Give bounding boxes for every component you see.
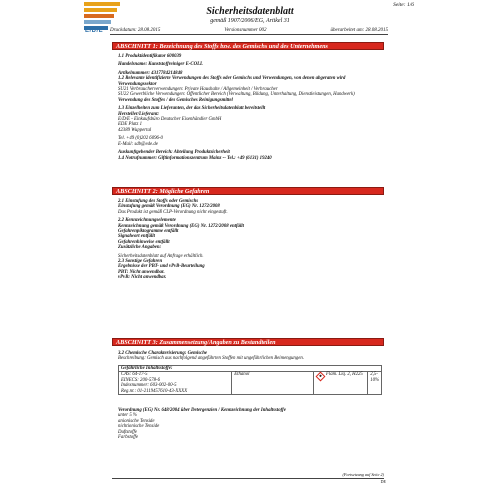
- text-line: E/D/E - Einkaufsbüro Deutscher Eisenhändler GmbH: [118, 117, 222, 123]
- text-line: Signalwort entfällt: [118, 234, 155, 240]
- section-2-heading: ABSCHNITT 2: Mögliche Gefahren: [112, 187, 384, 195]
- text-line: 2.2 Kennzeichnungselemente: [118, 218, 176, 224]
- text-line: 2.3 Sonstige Gefahren: [118, 259, 163, 265]
- substance-name: Ethanol: [232, 372, 314, 394]
- language-code: DE: [380, 479, 386, 484]
- table-row: [119, 372, 381, 394]
- document-meta: [110, 28, 388, 35]
- text-line: SU22 Gewerbliche Verwendungen: Öffentlicher Bereich (Verwaltung, Bildung, Unterhaltung, Dienstleistungen, Handwerk): [118, 92, 355, 98]
- continued-note: (Fortsetzung auf Seite 2): [342, 472, 384, 477]
- text-line: 1.3 Einzelheiten zum Lieferanten, der das Sicherheitsdatenblatt bereitstellt: [118, 106, 266, 112]
- version-number: Versionsnummer 002: [224, 28, 267, 33]
- text-line: EDE Platz 1: [118, 122, 142, 128]
- footer-divider: [112, 478, 384, 479]
- text-line: 1.4 Notrufnummer: Giftinformationszentrum Mainz -- Tel.: +49 (6131) 19240: [118, 155, 272, 161]
- text-line: Gefahrenpiktogramme entfällt: [118, 229, 179, 235]
- section-2-body: [118, 199, 382, 281]
- text-line: Gefahrenhinweise entfällt: [118, 239, 170, 245]
- text-line: Hersteller/Lieferant:: [118, 111, 160, 117]
- text-line: Sicherheitsdatenblatt auf Anfrage erhältlich.: [118, 253, 204, 259]
- text-line: unter 5 %: [118, 413, 137, 419]
- text-line: Artikelnummer: 4317784214848: [118, 70, 183, 76]
- text-line: Einstufung gemäß Verordnung (EG) Nr. 1272/2008: [118, 204, 220, 210]
- substance-identifiers: [119, 372, 232, 394]
- text-line: Ergebnisse der PBT- und vPvB-Beurteilung: [118, 264, 205, 270]
- text-line: Duftstoffe: [118, 429, 137, 435]
- identifier: Indexnummer: 603-002-00-5: [121, 383, 177, 389]
- text-line: Tel. +49 (0)202 6096-0: [118, 136, 163, 142]
- text-line: Handelsname: Kunststoffreiniger E-COLL: [118, 62, 203, 68]
- text-line: 2.1 Einstufung des Stoffs oder Gemischs: [118, 199, 199, 204]
- text-line: nichtionische Tenside: [118, 424, 160, 430]
- text-line: Das Produkt ist gemäß CLP-Verordnung nicht eingestuft.: [118, 209, 228, 215]
- text-line: Kennzeichnung gemäß Verordnung (EG) Nr. 1272/2008 entfällt: [118, 223, 244, 229]
- identifier: CAS: 64-17-5: [121, 372, 148, 378]
- text-line: PBT: Nicht anwendbar.: [118, 269, 165, 275]
- text-line: Auskunftgebender Bereich: Abteilung Produktsicherheit: [118, 150, 230, 156]
- document-title: Sicherheitsdatenblatt: [206, 6, 294, 17]
- hazard-classification: [314, 372, 368, 394]
- text-line: 1.1 Produktidentifikator 600039: [118, 54, 182, 59]
- text-line: anionische Tenside: [118, 418, 155, 424]
- section-3-detergent-info: [118, 408, 382, 440]
- concentration: 2,5-10%: [370, 372, 379, 383]
- page-number: Seite: 1/6: [393, 2, 414, 8]
- section-3-body: [118, 351, 382, 362]
- hazardous-ingredients-table: [118, 365, 382, 395]
- hazard-text: Flam. Liq. 2, H225: [326, 372, 363, 378]
- revision-date: überarbeitet am: 28.08.2015: [330, 28, 388, 33]
- text-line: Beschreibung: Gemisch aus nachfolgend angeführten Stoffen mit ungefährlichen Beimengungen.: [118, 356, 304, 362]
- text-line: E-Mail: sdb@ede.de: [118, 141, 158, 147]
- text-line: Zusätzliche Angaben:: [118, 245, 162, 251]
- identifier: Reg.nr.: 01-2119457610-43-XXXX: [121, 388, 188, 394]
- text-line: Farbstoffe: [118, 435, 138, 441]
- text-line: Verordnung (EG) Nr. 648/2004 über Detergenzien / Kennzeichnung der Inhaltsstoffe: [118, 408, 286, 413]
- table-heading: Gefährliche Inhaltsstoffe:: [119, 366, 381, 372]
- text-line: 3.2 Chemische Charakterisierung: Gemische: [118, 351, 208, 356]
- text-line: 1.2 Relevante identifizierte Verwendungen des Stoffs oder Gemischs und Verwendungen, von denen abgeraten wird: [118, 76, 346, 82]
- section-3-heading: ABSCHNITT 3: Zusammensetzung/Angaben zu Bestandteilen: [112, 338, 384, 346]
- section-1-heading: ABSCHNITT 1: Bezeichnung des Stoffs bzw. des Gemischs und des Unternehmens: [112, 42, 384, 50]
- text-line: Verwendung des Stoffes / des Gemisches Reinigungsmittel: [118, 97, 233, 103]
- table-rows: [119, 372, 381, 394]
- text-line: vPvB: Nicht anwendbar.: [118, 275, 167, 281]
- print-date: Druckdatum: 28.08.2015: [110, 28, 161, 33]
- document-subtitle: gemäß 1907/2006/EG, Artikel 31: [210, 18, 290, 24]
- section-1-body: [118, 54, 382, 161]
- logo-text: E/D/E: [85, 28, 104, 34]
- text-line: Verwendungssektor: [118, 81, 157, 87]
- identifier: EINECS: 200-578-6: [121, 377, 161, 383]
- text-line: 42389 Wuppertal: [118, 127, 152, 133]
- text-line: SU21 Verbraucherverwendungen: Private Haushalte / Allgemeinheit / Verbraucher: [118, 87, 278, 93]
- flame-pictogram-icon: [316, 372, 326, 382]
